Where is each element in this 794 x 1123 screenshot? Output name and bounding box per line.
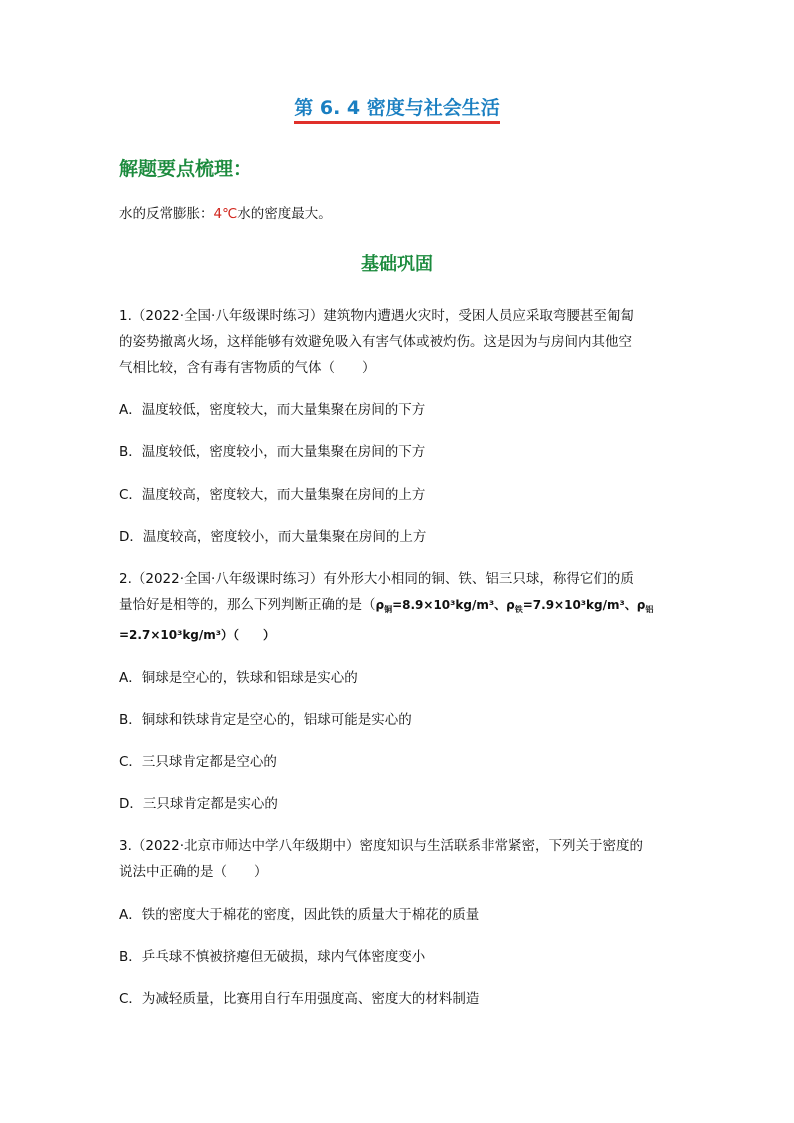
note-prefix: 水的反常膨胀： bbox=[119, 206, 214, 222]
note-highlight: 4℃ bbox=[213, 206, 238, 222]
page-title: 第 6. 4 密度与社会生活 bbox=[294, 96, 500, 124]
section-heading-key-points: 解题要点梳理： bbox=[119, 158, 253, 180]
rho-fe-sub: 铁 bbox=[514, 605, 523, 614]
rho-cu-sub: 铜 bbox=[384, 605, 393, 614]
q1-option-a: A．温度较低，密度较大，而大量集聚在房间的下方 bbox=[119, 402, 426, 418]
q1-line-1: 1.（2022·全国·八年级课时练习）建筑物内遭遇火灾时，受困人员应采取弯腰甚至匍匐 bbox=[119, 308, 634, 324]
q2-line-3: =2.7×10³kg/m³）（ ） bbox=[119, 628, 276, 642]
q2-line-2-text: 量恰好是相等的，那么下列判断正确的是（ bbox=[119, 597, 376, 613]
density-cu: =8.9×10³kg/m³、 bbox=[392, 598, 507, 612]
q3-option-c: C．为减轻质量，比赛用自行车用强度高、密度大的材料制造 bbox=[119, 991, 480, 1007]
q3-line-1: 3.（2022·北京市师达中学八年级期中）密度知识与生活联系非常紧密，下列关于密度的 bbox=[119, 838, 644, 854]
q1-line-3: 气相比较，含有毒有害物质的气体（ ） bbox=[119, 360, 376, 376]
note-water-anomaly bbox=[119, 204, 332, 224]
page-title-block bbox=[0, 96, 794, 124]
q2-line-1: 2.（2022·全国·八年级课时练习）有外形大小相同的铜、铁、铝三只球，称得它们的质 bbox=[119, 571, 634, 587]
density-fe: =7.9×10³kg/m³、 bbox=[522, 598, 637, 612]
rho-fe: ρ bbox=[506, 598, 515, 612]
q3-option-b: B．乒乓球不慎被挤瘪但无破损，球内气体密度变小 bbox=[119, 949, 426, 965]
q2-line-2 bbox=[119, 595, 653, 620]
rho-al-sub: 铝 bbox=[645, 605, 654, 614]
q2-option-a: A．铜球是空心的，铁球和铝球是实心的 bbox=[119, 670, 358, 686]
q1-option-b: B．温度较低，密度较小，而大量集聚在房间的下方 bbox=[119, 444, 426, 460]
rho-cu: ρ bbox=[375, 598, 385, 612]
q2-option-d: D．三只球肯定都是实心的 bbox=[119, 796, 278, 812]
section-heading-basic: 基础巩固 bbox=[361, 254, 433, 275]
note-suffix: 水的密度最大。 bbox=[237, 206, 332, 222]
q2-option-b: B．铜球和铁球肯定是空心的，铝球可能是实心的 bbox=[119, 712, 412, 728]
q1-line-2: 的姿势撤离火场，这样能够有效避免吸入有害气体或被灼伤。这是因为与房间内其他空 bbox=[119, 334, 632, 350]
q3-option-a: A．铁的密度大于棉花的密度，因此铁的质量大于棉花的质量 bbox=[119, 907, 480, 923]
q1-option-c: C．温度较高，密度较大，而大量集聚在房间的上方 bbox=[119, 487, 426, 503]
q3-line-2: 说法中正确的是（ ） bbox=[119, 864, 268, 880]
rho-al: ρ bbox=[636, 598, 646, 612]
q2-option-c: C．三只球肯定都是空心的 bbox=[119, 754, 277, 770]
q1-option-d: D．温度较高，密度较小，而大量集聚在房间的上方 bbox=[119, 529, 427, 545]
